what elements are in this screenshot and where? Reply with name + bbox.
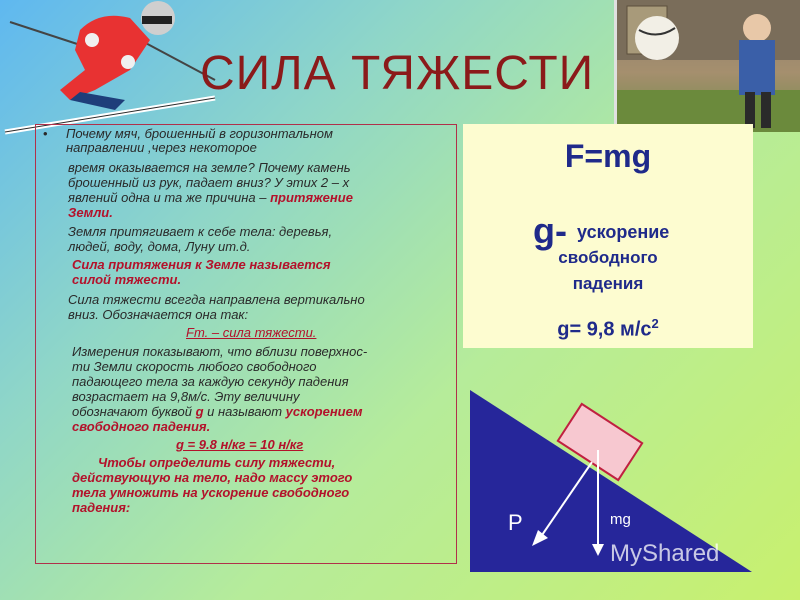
label-mg: mg [610, 511, 631, 528]
text-line [68, 191, 353, 205]
bullet-glyph: • [43, 126, 48, 141]
rule-line: падения: [72, 500, 131, 515]
text-highlight: Земли. [68, 205, 113, 220]
definition-line: Сила притяжения к Земле называется [72, 257, 331, 272]
text-line: брошенный из рук, падает вниз? У этих 2 – х [68, 175, 350, 190]
rule-line: тела умножить на ускорение свободного [72, 485, 350, 500]
label-p: P [508, 510, 523, 535]
text-line: направлении ,через некоторое [66, 140, 257, 155]
text-highlight: g [195, 404, 204, 419]
text-fragment: обозначают буквой [72, 404, 196, 419]
g-description-line: свободного [558, 248, 658, 267]
skier-illustration [0, 0, 220, 140]
rule-line: Чтобы определить силу тяжести, [98, 455, 336, 470]
text-line: Сила тяжести всегда направлена вертикально [68, 292, 365, 307]
text-line: людей, воду, дома, Луну ит.д. [68, 239, 251, 254]
text-line: Почему мяч, брошенный в горизонтальном [66, 126, 333, 141]
value-line: g = 9.8 н/кг = 10 н/кг [176, 437, 304, 452]
formula-panel [463, 124, 753, 348]
g-description-line: ускорение [577, 222, 670, 242]
text-highlight: притяжение [270, 190, 353, 205]
text-line: Измерения показывают, что вблизи поверхнос- [72, 344, 368, 359]
g-value [463, 316, 753, 342]
g-unit-exponent: 2 [651, 316, 659, 331]
text-highlight: ускорением [285, 404, 363, 419]
definition-line: силой тяжести. [72, 272, 182, 287]
text-line: возрастает на 9,8м/с. Эту величину [72, 389, 300, 404]
formula-main: F=mg [564, 138, 652, 174]
text-line [72, 405, 362, 419]
g-value-text: g= 9,8 м/с [557, 318, 652, 341]
text-fragment: явлений одна и та же причина – [68, 190, 271, 205]
text-line: вниз. Обозначается она так: [68, 307, 249, 322]
rule-line: действующую на тело, надо массу этого [72, 470, 353, 485]
g-letter: g- [533, 210, 567, 251]
photo-boy-with-ball [614, 0, 800, 132]
text-line: падающего тела за каждую секунду падения [72, 374, 349, 389]
g-description-line: падения [572, 274, 644, 293]
text-line: Земля притягивает к себе тела: деревья, [68, 224, 333, 239]
watermark-logo: MyShared [610, 540, 720, 567]
text-fragment: и называют [203, 404, 286, 419]
text-highlight: свободного падения. [72, 419, 211, 434]
page-title: СИЛА ТЯЖЕСТИ [200, 47, 595, 100]
text-line: ти Земли скорость любого свободного [72, 359, 317, 374]
text-line: время оказывается на земле? Почему камень [68, 160, 351, 175]
explanation-text-box [35, 124, 457, 564]
notation-line: Fт. – сила тяжести. [186, 325, 317, 340]
